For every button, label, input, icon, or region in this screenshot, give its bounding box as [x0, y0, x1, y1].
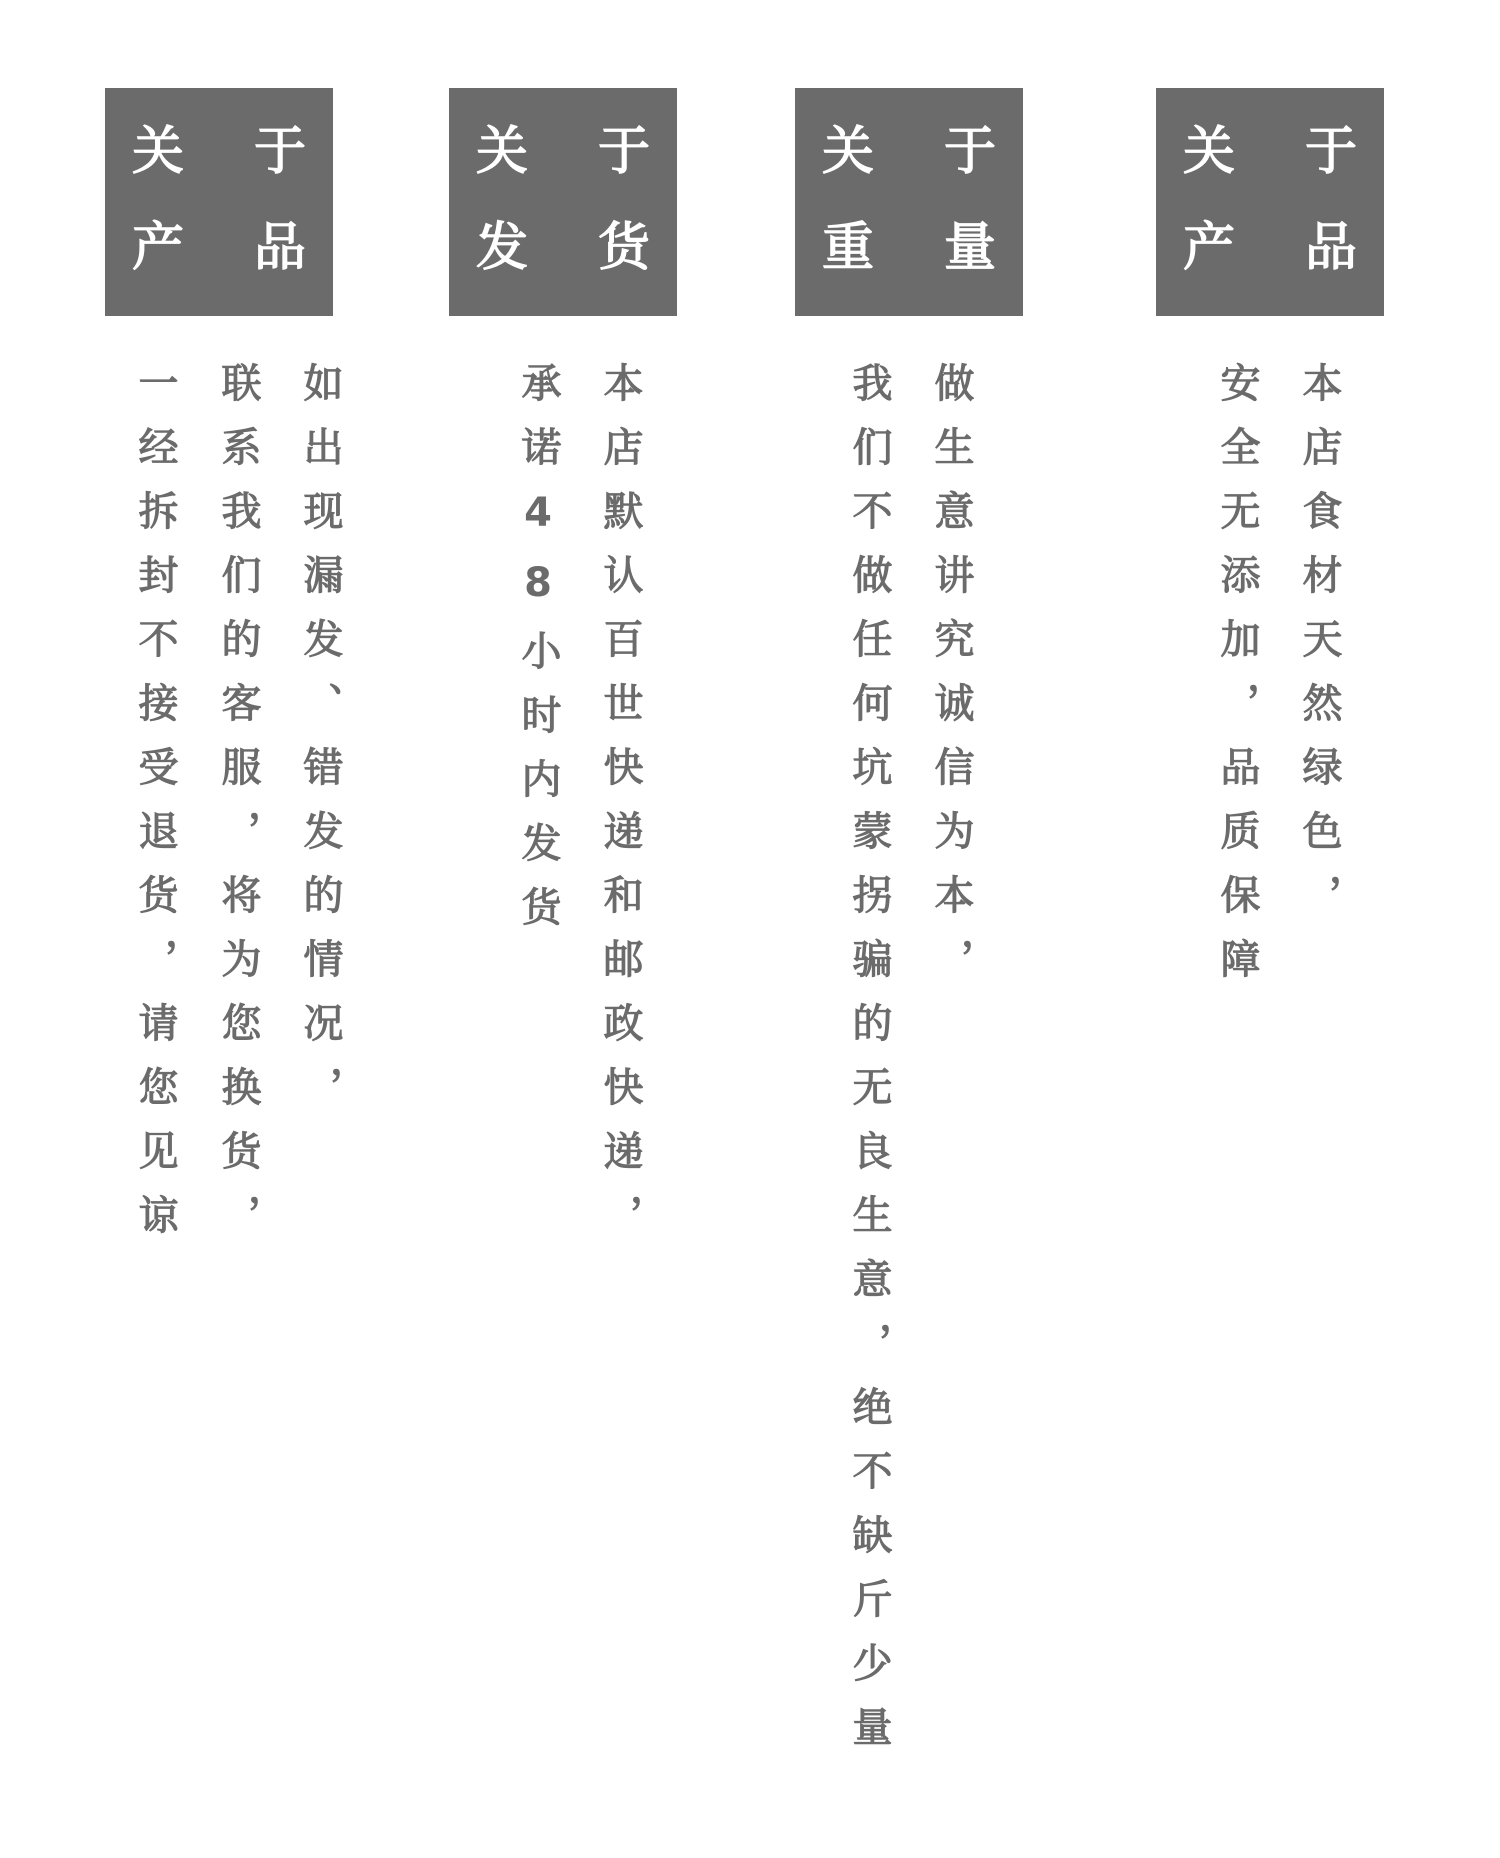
title-line-2: 重 量: [821, 218, 1023, 278]
section-about-product-1: [105, 0, 345, 1858]
text-column: 承诺48小时内发货: [515, 362, 561, 950]
title-line-2: 发 货: [475, 218, 677, 278]
text-column: 一经拆封不接受退货，请您见谅: [132, 362, 178, 1258]
title-box: [105, 88, 333, 316]
title-line-1: 关 于: [1182, 122, 1384, 182]
text-column: 我们不做任何坑蒙拐骗的无良生意，绝不缺斤少量: [846, 362, 892, 1770]
text-column: 联系我们的客服，将为您换货，: [215, 362, 261, 1258]
title-line-1: 关 于: [131, 122, 333, 182]
text-column: 做生意讲究诚信为本，: [928, 362, 974, 1002]
text-column: 本店默认百世快递和邮政快递，: [597, 362, 643, 1258]
title-box: [1156, 88, 1384, 316]
title-box: [795, 88, 1023, 316]
text-column: 本店食材天然绿色，: [1296, 362, 1342, 938]
title-line-1: 关 于: [821, 122, 1023, 182]
section-about-weight: [795, 0, 1035, 1858]
title-line-2: 产 品: [1182, 218, 1384, 278]
title-line-1: 关 于: [475, 122, 677, 182]
section-about-product-2: [1156, 0, 1396, 1858]
title-line-2: 产 品: [131, 218, 333, 278]
section-about-shipping: [449, 0, 689, 1858]
title-box: [449, 88, 677, 316]
text-column: 如出现漏发、错发的情况，: [297, 362, 343, 1130]
text-column: 安全无添加，品质保障: [1214, 362, 1260, 1002]
